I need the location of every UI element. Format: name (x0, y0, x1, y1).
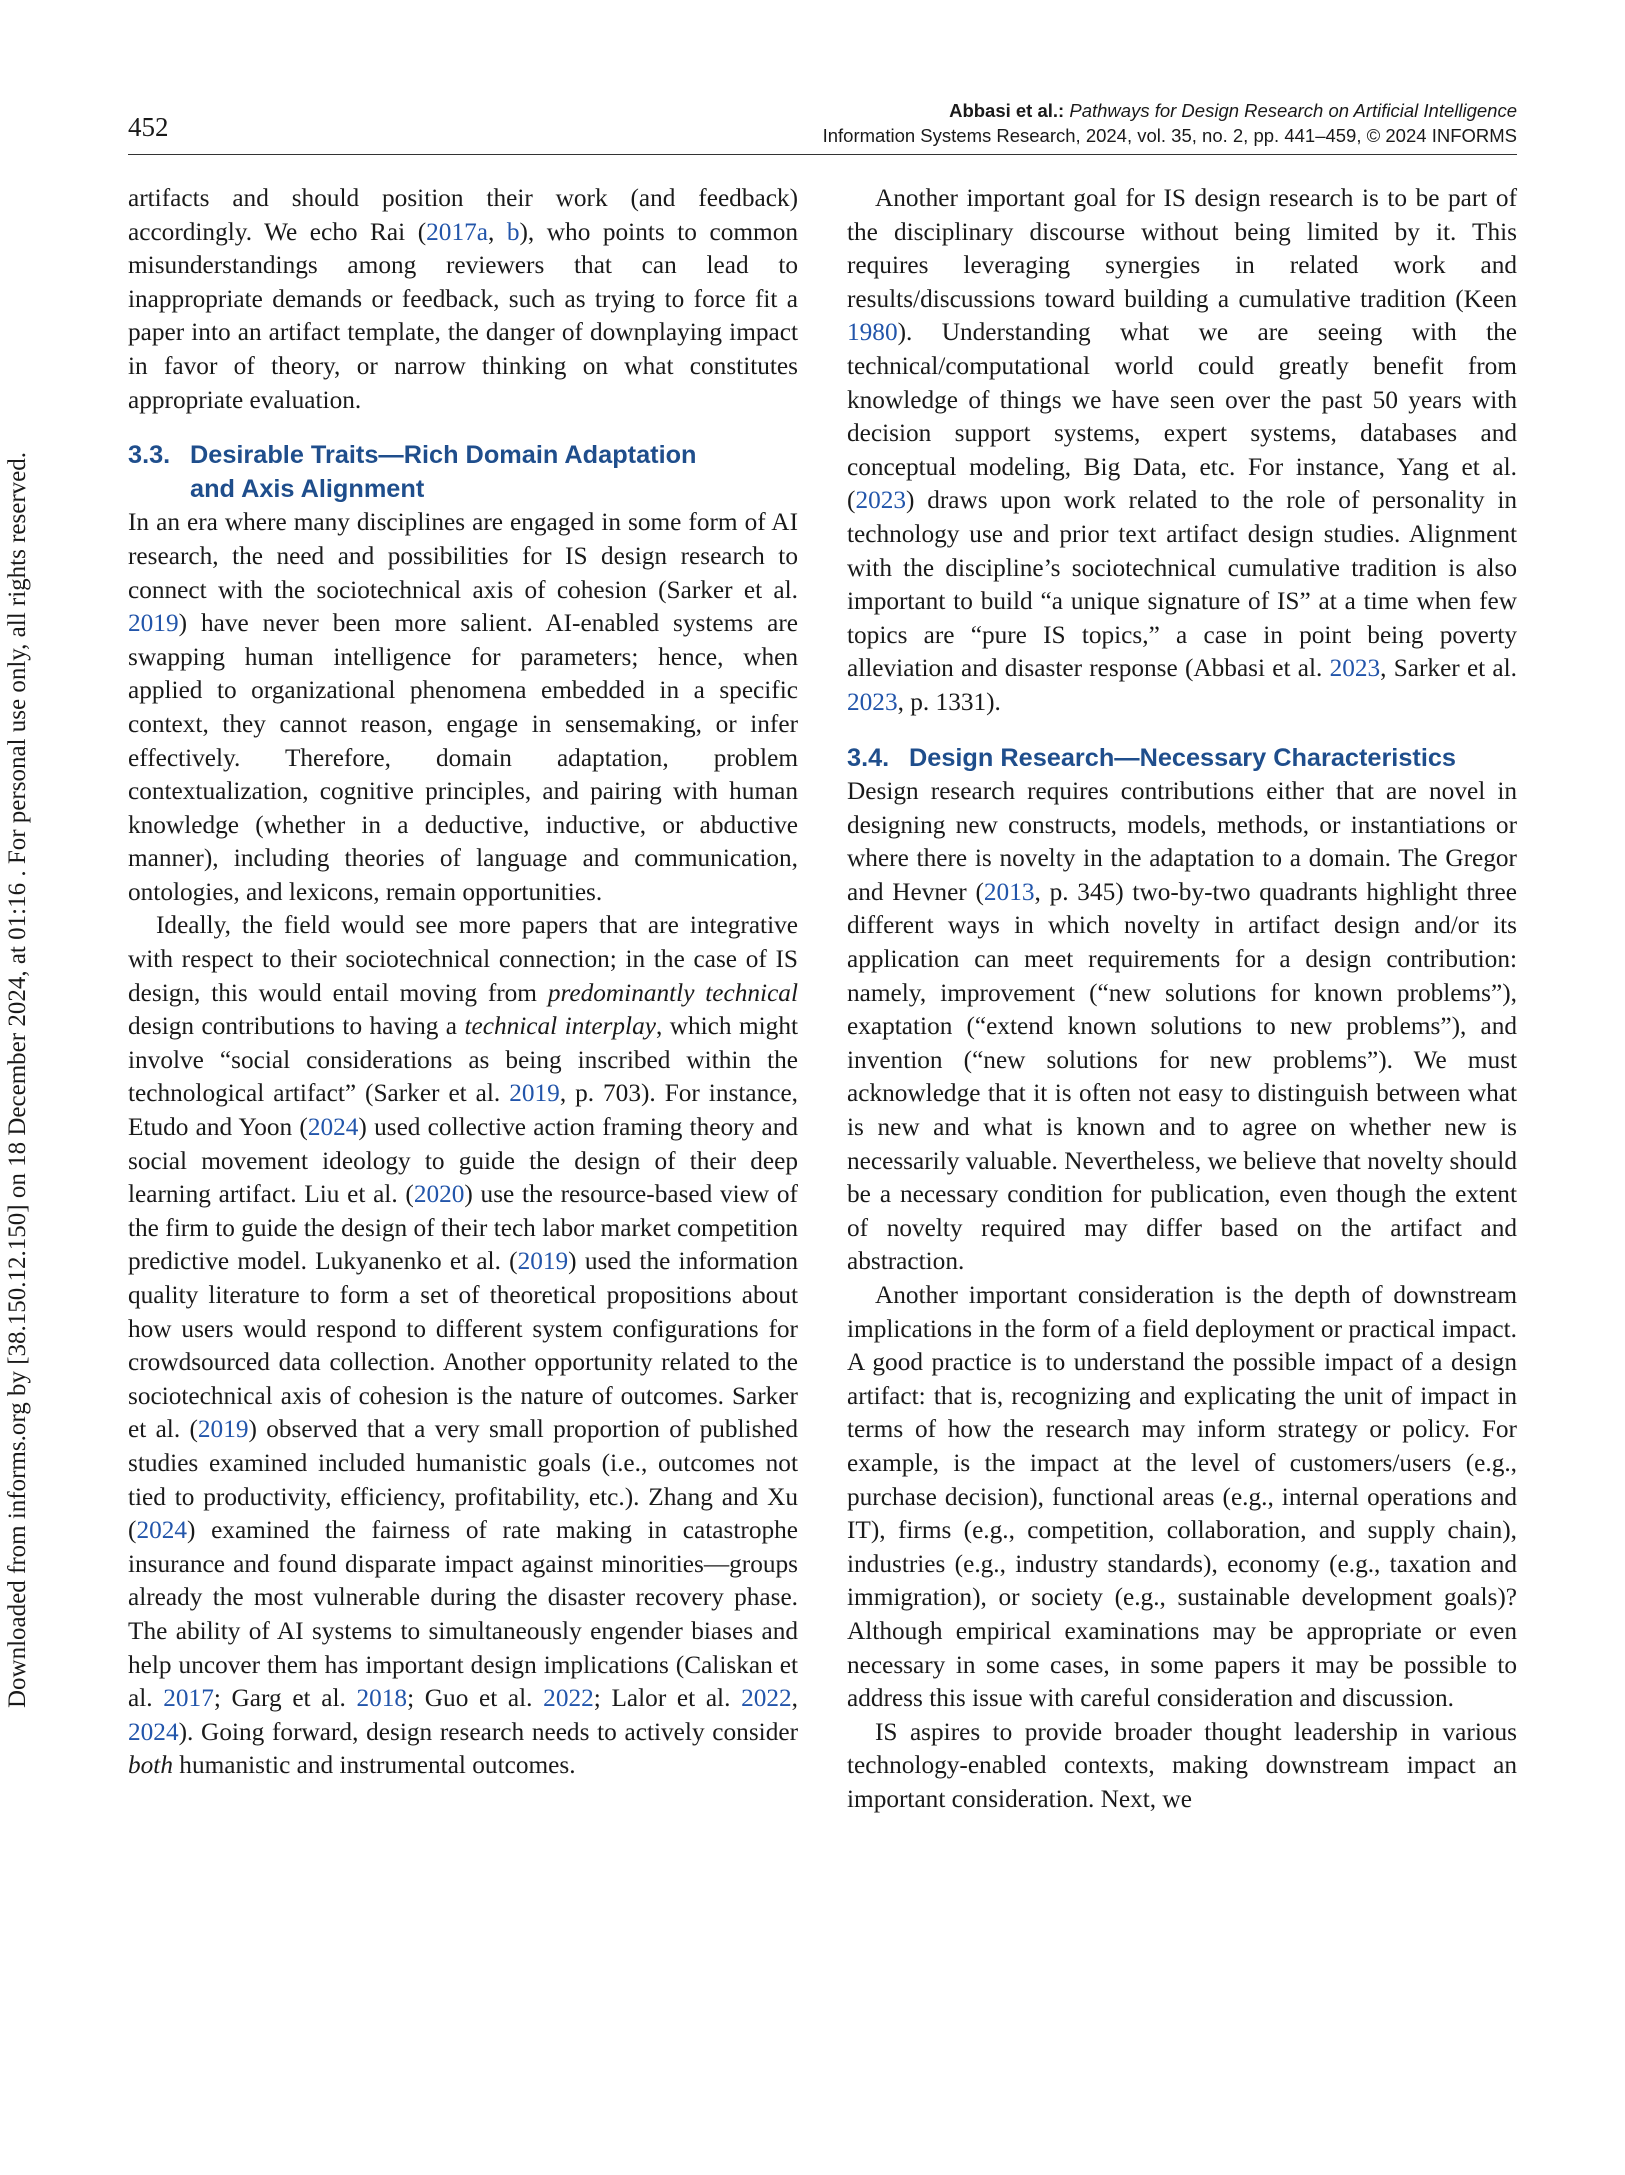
citation-link[interactable]: 2023 (847, 687, 898, 716)
citation-link[interactable]: 2013 (983, 877, 1035, 906)
download-notice-text: Downloaded from informs.org by [38.150.12.150] on 18 December 2024, at 01:16 . For personal use only, all rights reserved. (4, 451, 31, 1709)
paragraph: Another important goal for IS design research is to be part of the disciplinary discourse without being limited by it. This requires leveraging synergies in related work and results/discussions toward building a cumulative tradition (Keen 1980). Understanding what we are seeing with the technical/computational world could greatly benefit from knowledge of things we have seen over the past 50 years with decision support systems, expert systems, databases and conceptual modeling, Big Data, etc. For instance, Yang et al. (2023) draws upon work related to the role of personality in technology use and prior text artifact design studies. Alignment with the discipline’s sociotechnical cumulative tradition is also important to build “a unique signature of IS” at a time when few topics are “pure IS topics,” a case in point being poverty alleviation and disaster response (Abbasi et al. 2023, Sarker et al. 2023, p. 1331). (847, 184, 1518, 716)
paragraph: Ideally, the field would see more papers that are integrative with respect to their sociotechnical connection; in the case of IS design, this would entail moving from predominantly technical design contributions to having a technical interplay, which might involve “social considerations as being inscribed within the technological artifact” (Sarker et al. 2019, p. 703). For instance, Etudo and Yoon (2024) used collective action framing theory and social movement ideology to guide the design of their deep learning artifact. Liu et al. (2020) use the resource-based view of the firm to guide the design of their tech labor market competition predictive model. Lukyanenko et al. (2019) used the information quality literature to form a set of theoretical propositions about how users would respond to different system configurations for crowdsourced data collection. Another opportunity related to the sociotechnical axis of cohesion is the nature of outcomes. Sarker et al. (2019) observed that a very small proportion of published studies examined included humanistic goals (i.e., outcomes not tied to productivity, efficiency, profitability, etc.). Zhang and Xu (2024) examined the fairness of rate making in catastrophe insurance and found disparate impact against minorities—groups already the most vulnerable during the disaster recovery phase. The ability of AI systems to simultaneously engender biases and help uncover them has important design implications (Caliskan et al. 2017; Garg et al. 2018; Guo et al. 2022; Lalor et al. 2022, 2024). Going forward, design research needs to actively consider both humanistic and instrumental outcomes. (128, 911, 799, 1780)
section-heading-3-3: 3.3. Desirable Traits—Rich Domain Adaptation and Axis Alignment (128, 441, 697, 503)
header-journal: Information Systems Research, 2024, vol. 35, no. 2, pp. 441–459, © 2024 INFORMS (822, 125, 1517, 146)
running-header (823, 98, 1517, 148)
header-rule (128, 154, 1517, 155)
citation-link[interactable]: 2024 (128, 1717, 179, 1746)
paragraph: artifacts and should position their work (and feedback) accordingly. We echo Rai (2017a, b), who points to common misunderstandings among reviewers that can lead to inappropriate demands or feedback, such as trying to force fit a paper into an artifact template, the danger of downplaying impact in favor of theory, or narrow thinking on what constitutes appropriate evaluation. (128, 184, 798, 414)
citation-link[interactable]: 2023 (1329, 654, 1381, 683)
header-title: Pathways for Design Research on Artificial Intelligence (1069, 100, 1517, 121)
citation-link[interactable]: 2019 (128, 609, 179, 638)
citation-link[interactable]: b (506, 217, 520, 246)
citation-link[interactable]: 2017a (426, 217, 488, 246)
paragraph: In an era where many disciplines are engaged in some form of AI research, the need and possibilities for IS design research to connect with the sociotechnical axis of cohesion (Sarker et al. 2019) have never been more salient. AI-enabled systems are swapping human intelligence for parameters; hence, when applied to organizational phenomena embedded in a specific context, they cannot reason, engage in sensemaking, or infer effectively. Therefore, domain adaptation, problem contextualization, cognitive principles, and pairing with human knowledge (whether in a deductive, inductive, or abductive manner), including theories of language and communication, ontologies, and lexicons, remain opportunities. (128, 508, 798, 906)
right-column (847, 182, 1517, 1817)
section-heading-3-4: 3.4. Design Research—Necessary Characteristics (847, 743, 1456, 772)
citation-link[interactable]: 2019 (517, 1247, 569, 1276)
header-authors: Abbasi et al.: (949, 100, 1065, 121)
citation-link[interactable]: 2022 (741, 1684, 792, 1713)
citation-link[interactable]: 2023 (855, 486, 907, 515)
citation-link[interactable]: 1980 (847, 318, 898, 347)
left-column (128, 182, 798, 1783)
citation-link[interactable]: 2022 (543, 1684, 594, 1713)
paragraph: IS aspires to provide broader thought leadership in various technology-enabled contexts, making downstream impact an important consideration. Next, we (847, 1717, 1517, 1813)
paragraph: Another important consideration is the depth of downstream implications in the form of a field deployment or practical impact. A good practice is to understand the possible impact of a design artifact: that is, recognizing and explicating the unit of impact in terms of how the research may inform strategy or policy. For example, is the impact at the level of customers/users (e.g., purchase decision), functional areas (e.g., internal operations and IT), firms (e.g., competition, collaboration, and supply chain), industries (e.g., industry standards), economy (e.g., taxation and immigration), or society (e.g., sustainable development goals)? Although empirical examinations may be appropriate or even necessary in some cases, in some papers it may be possible to address this issue with careful consideration and discussion. (847, 1281, 1517, 1713)
citation-link[interactable]: 2019 (197, 1415, 249, 1444)
page-number: 452 (128, 112, 169, 142)
paragraph: Design research requires contributions either that are novel in designing new constructs, models, methods, or instantiations or where there is novelty in the adaptation to a domain. The Gregor and Hevner (2013, p. 345) two-by-two quadrants highlight three different ways in which novelty in artifact design and/or its application can meet requirements for a design contribution: namely, improvement (“new solutions for known problems”), exaptation (“extend known solutions to new problems”), and invention (“new solutions for new problems”). We must acknowledge that it is often not easy to distinguish between what is new and what is known and to agree on whether new is necessarily valuable. Nevertheless, we believe that novelty should be a necessary condition for publication, even though the extent of novelty required may differ based on the artifact and abstraction. (847, 777, 1517, 1276)
citation-link[interactable]: 2017 (163, 1684, 214, 1713)
citation-link[interactable]: 2020 (413, 1180, 465, 1209)
citation-link[interactable]: 2019 (509, 1079, 560, 1108)
citation-link[interactable]: 2024 (307, 1113, 359, 1142)
citation-link[interactable]: 2018 (356, 1684, 408, 1713)
citation-link[interactable]: 2024 (136, 1516, 188, 1545)
